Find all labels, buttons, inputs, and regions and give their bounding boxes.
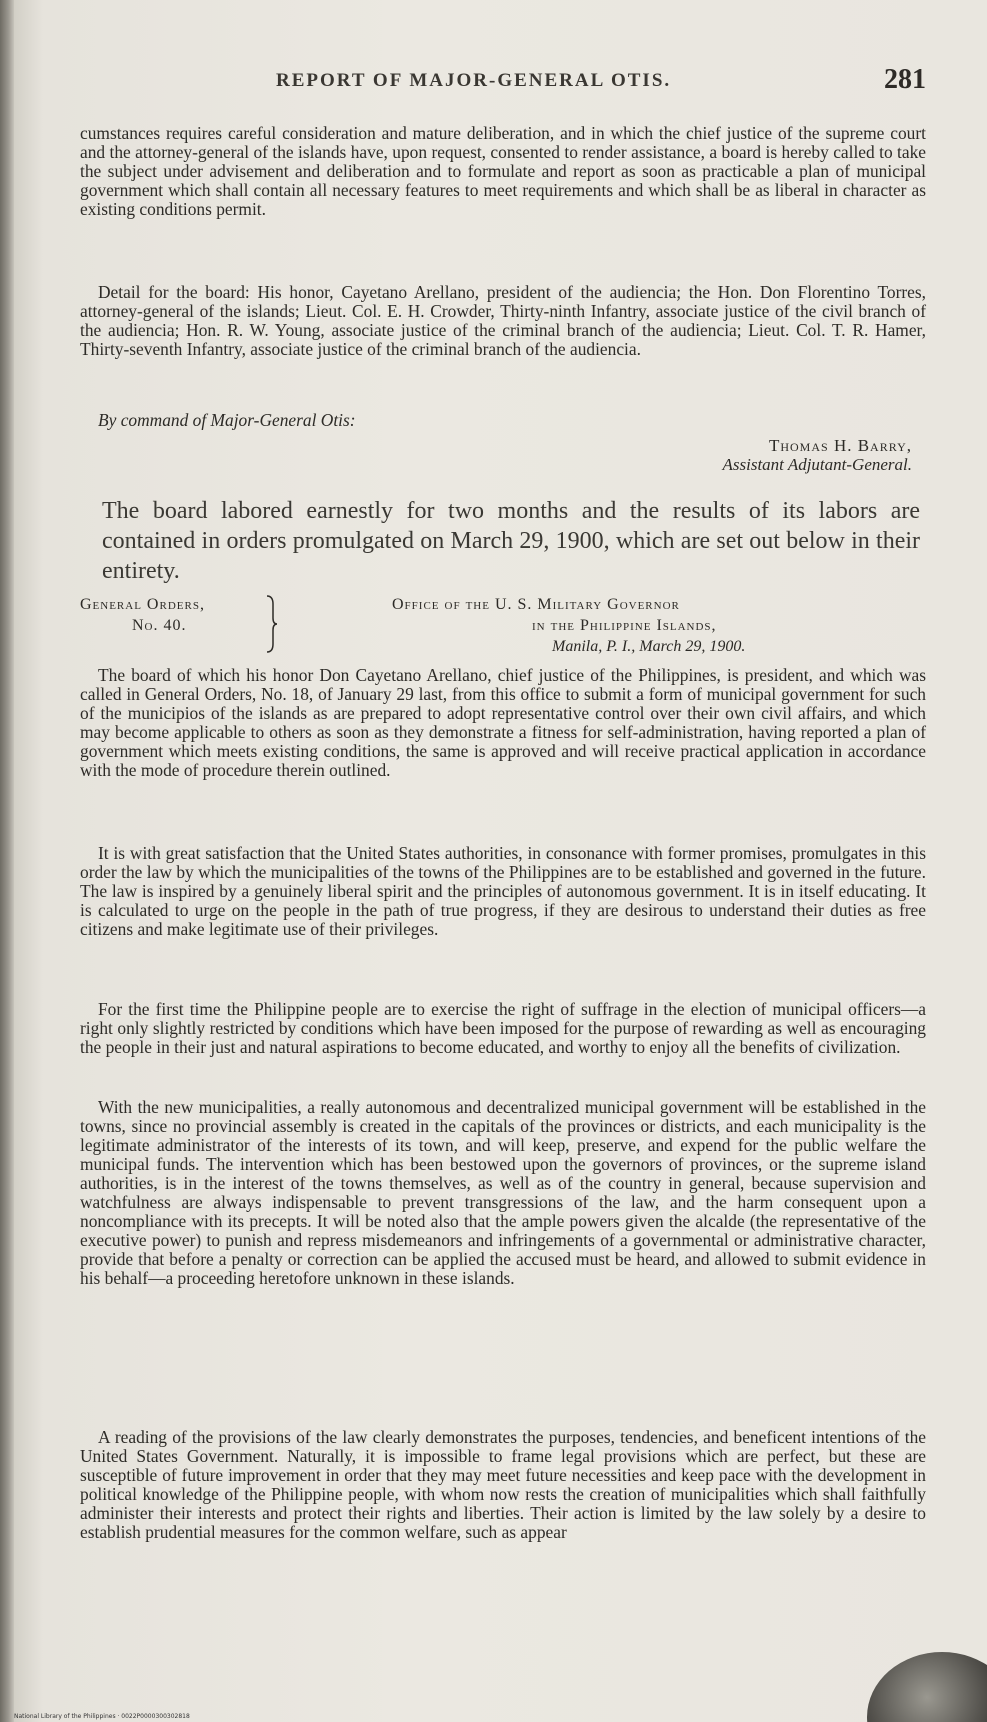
paragraph-by-command: By command of Major-General Otis: (98, 410, 356, 430)
order-paragraph-municipalities: With the new municipalities, a really autonomous and decentralized municipal government will be established in the towns, since no provincial assembly is created in the capitals of the provinces or districts, and each municipality is the legitimate administrator of the interests of its town, and will keep, preserve, and expend for the public welfare the municipal funds. The intervention which has been bestowed upon the governors of provinces, or the supreme island authorities, is in the interest of the towns themselves, as well as of the country in general, because supervision and watchfulness are always indispensable to prevent transgressions of the law, and the harm consequent upon a noncompliance with its precepts. It will be noted also that the ample powers given the alcalde (the representative of the executive power) to punish and repress misdemeanors and infringements of a governmental or administrative character, provide that before a penalty or correction can be applied the accused must be heard, and allowed to submit evidence in his behalf—a proceeding heretofore unknown in these islands. (80, 1097, 926, 1288)
signature-name: Thomas H. Barry, (768, 436, 912, 455)
office-heading (392, 594, 926, 657)
general-orders-number: No. 40. (132, 617, 187, 634)
general-orders-label (80, 594, 280, 636)
office-line-2: in the Philippine Islands, (532, 617, 717, 634)
page-header (276, 64, 926, 100)
general-orders-title: General Orders, (80, 596, 205, 613)
intro-paragraph: The board labored earnestly for two months and the results of its labors are contained in orders promulgated on March 29, 1900, which are set out below in their entirety. (102, 498, 920, 584)
curly-brace-icon (264, 594, 278, 654)
paragraph-board-call: cumstances requires careful consideration and mature deliberation, and in which the chief justice of the supreme court and the attorney-general of the islands have, upon request, consented to render assistance, a board is hereby called to take the subject under advisement and deliberation and to formulate and report as soon as practicable a plan of municipal government which shall contain all necessary features to meet requirements and which shall be as liberal in character as existing conditions permit. (80, 123, 926, 219)
order-paragraph-suffrage: For the first time the Philippine people are to exercise the right of suffrage in the election of municipal officers—a right only slightly restricted by conditions which have been imposed for the purpose of rewarding as well as encouraging the people in their just and natural aspirations to become educated, and worthy to enjoy all the benefits of civilization. (80, 999, 926, 1057)
library-footer: National Library of the Philippines · 0022P0000300302818 (14, 1713, 190, 1720)
order-paragraph-provisions: A reading of the provisions of the law clearly demonstrates the purposes, tendencies, and beneficent intentions of the United States Government. Naturally, it is impossible to frame legal provisions which are perfect, but these are susceptible of future improvement in order that they may meet future necessities and keep pace with the development in political knowledge of the Philippine people, with whom now rests the creation of municipalities which shall faithfully administer their interests and protect their rights and liberties. Their action is limited by the law solely by a desire to establish prudential measures for the common welfare, such as appear (80, 1427, 926, 1542)
document-page (14, 0, 987, 1722)
signature-block (722, 436, 912, 474)
order-paragraph-approval: The board of which his honor Don Cayetano Arellano, chief justice of the Philippines, is president, and which was called in General Orders, No. 18, of January 29 last, from this office to submit a form of municipal government for such of the municipios of the islands as are prepared to adopt representative control over their own civil affairs, and which may become applicable to others as soon as they demonstrate a fitness for self-administration, having reported a plan of government which meets existing conditions, the same is approved and will receive practical application in accordance with the mode of procedure therein outlined. (80, 665, 926, 780)
office-date: Manila, P. I., March 29, 1900. (552, 638, 746, 655)
running-head: REPORT OF MAJOR-GENERAL OTIS. (276, 70, 672, 91)
page-number: 281 (884, 64, 926, 95)
order-paragraph-satisfaction: It is with great satisfaction that the United States authorities, in consonance with former promises, promulgates in this order the law by which the municipalities of the towns of the Philippines are to be established and governed in the future. The law is inspired by a genuinely liberal spirit and the principles of autonomous government. It is in itself educating. It is calculated to urge on the people in the path of true progress, if they are desirous to understand their duties as free citizens and make legitimate use of their privileges. (80, 843, 926, 939)
paragraph-board-detail: Detail for the board: His honor, Cayetano Arellano, president of the audiencia; the Hon. Don Florentino Torres, attorney-general of the islands; Lieut. Col. E. H. Crowder, Thirty-ninth Infantry, associate justice of the civil branch of the audiencia; Hon. R. W. Young, associate justice of the criminal branch of the audiencia; Lieut. Col. T. R. Hamer, Thirty-seventh Infantry, associate justice of the criminal branch of the audiencia. (80, 282, 926, 359)
thumb-shadow (867, 1652, 987, 1722)
office-line-1: Office of the U. S. Military Governor (392, 596, 680, 613)
signature-title: Assistant Adjutant-General. (722, 455, 912, 474)
book-spine (0, 0, 14, 1722)
